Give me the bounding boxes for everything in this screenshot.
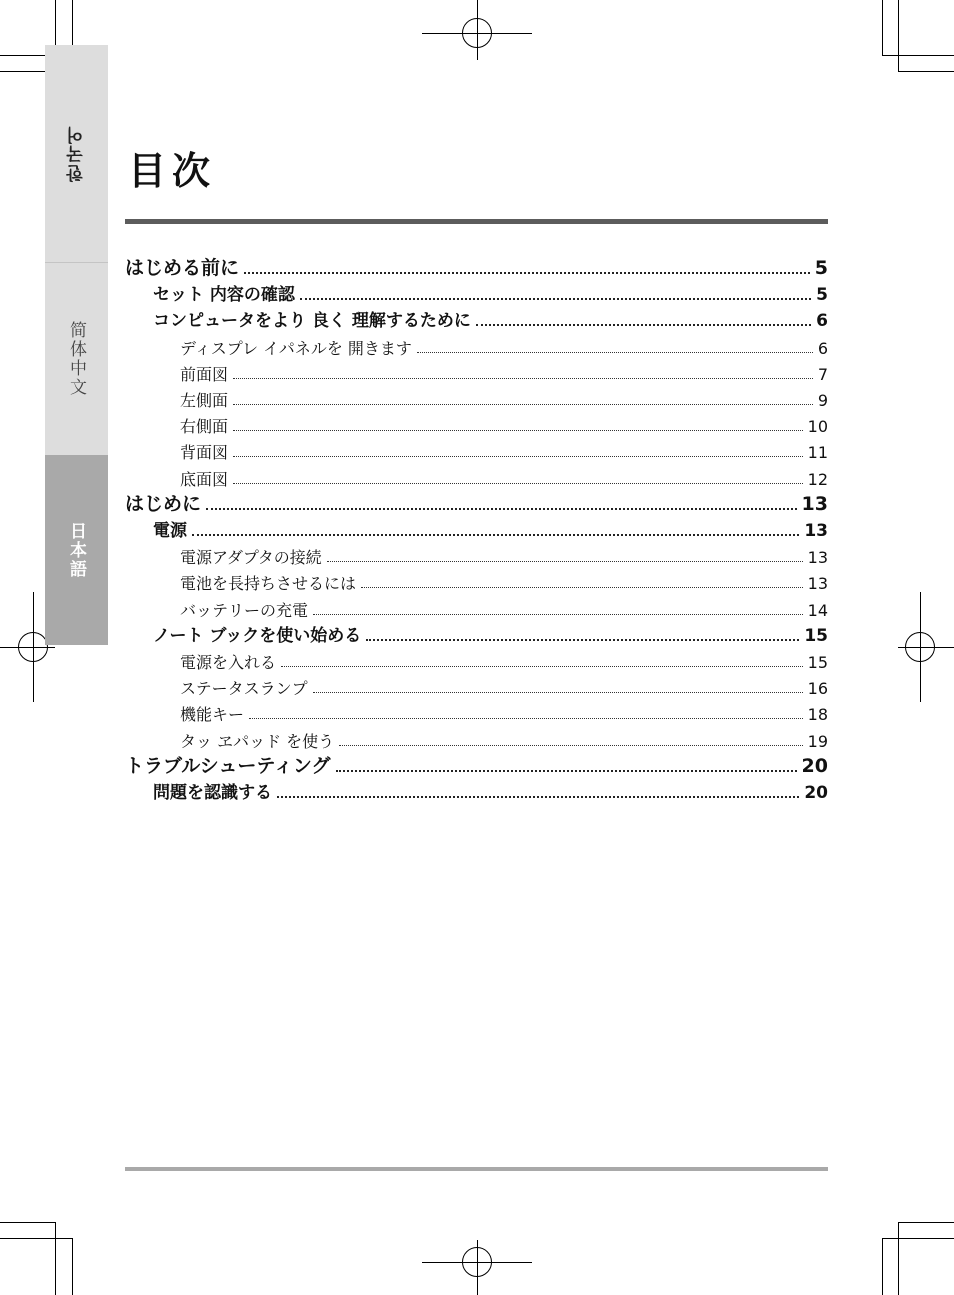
toc-leader	[327, 561, 803, 562]
toc-leader	[192, 534, 799, 536]
toc-entry[interactable]	[180, 542, 828, 566]
toc-page-number: 13	[807, 574, 828, 593]
toc-entry-label: コンピュータをより 良く 理解するために	[153, 311, 471, 331]
tab-japanese[interactable]	[45, 455, 108, 645]
toc-entry-label: 底面図	[180, 470, 229, 489]
toc-leader	[233, 378, 813, 379]
tab-korean-label: 한국어	[67, 125, 87, 182]
toc-page-number: 6	[817, 339, 828, 358]
toc-page-number: 13	[801, 493, 828, 515]
toc-entry[interactable]	[125, 254, 828, 278]
registration-circle	[462, 1247, 492, 1277]
crop-mark	[882, 55, 954, 56]
crop-mark	[882, 1238, 954, 1239]
toc-page-number: 20	[801, 755, 828, 777]
toc-leader	[339, 745, 802, 746]
registration-circle	[18, 632, 48, 662]
toc-entry[interactable]	[180, 333, 828, 357]
toc-leader	[244, 272, 810, 274]
toc-entry-label: トラブルシューティング	[125, 755, 331, 777]
toc-entry-label: 電源アダプタの接続	[180, 548, 322, 567]
toc-entry[interactable]	[153, 280, 828, 304]
toc-entry[interactable]	[180, 411, 828, 435]
toc-entry[interactable]	[153, 306, 828, 330]
toc-entry-label: 電源を入れる	[180, 653, 277, 672]
toc-entry-label: はじめに	[125, 493, 202, 515]
crop-mark	[0, 1238, 72, 1239]
crop-mark	[898, 71, 954, 72]
toc-entry-label: 問題を認識する	[153, 783, 272, 803]
toc-entry-label: セット 内容の確認	[153, 285, 295, 305]
toc-leader	[233, 483, 803, 484]
toc-entry[interactable]	[180, 437, 828, 461]
toc-leader	[277, 796, 799, 798]
toc-page-number: 19	[807, 732, 828, 751]
toc-entry-label: 機能キー	[180, 705, 245, 724]
toc-page-number: 20	[804, 783, 828, 803]
toc-page-number: 12	[807, 470, 828, 489]
toc-leader	[233, 404, 813, 405]
toc-page-number: 5	[816, 285, 828, 305]
footer-rule	[125, 1167, 828, 1171]
toc-entry[interactable]	[180, 647, 828, 671]
toc-entry[interactable]	[153, 778, 828, 802]
tab-japanese-label: 日本語	[66, 521, 86, 579]
tab-chinese[interactable]	[45, 263, 108, 455]
toc-entry-label: 前面図	[180, 365, 229, 384]
toc-page-number: 7	[817, 365, 828, 384]
toc-leader	[361, 587, 803, 588]
crop-mark	[882, 1238, 883, 1295]
toc-page-number: 15	[804, 626, 828, 646]
toc-leader	[366, 639, 799, 641]
toc-page-number: 13	[804, 521, 828, 541]
toc-leader	[300, 298, 811, 300]
toc-leader	[476, 324, 811, 326]
toc-entry-label: ノート ブックを使い始める	[153, 626, 362, 646]
crop-mark	[882, 0, 883, 56]
toc-entry-label: タッ ヱパッド を使う	[180, 732, 335, 751]
toc-entry[interactable]	[180, 673, 828, 697]
toc-leader	[417, 352, 813, 353]
toc-entry[interactable]	[125, 752, 828, 776]
toc-entry[interactable]	[180, 726, 828, 750]
toc-page-number: 13	[807, 548, 828, 567]
toc-entry[interactable]	[180, 568, 828, 592]
toc-leader	[233, 456, 803, 457]
toc-entry[interactable]	[180, 699, 828, 723]
toc-entry[interactable]	[180, 359, 828, 383]
toc-leader	[206, 508, 797, 510]
toc-entry-label: 背面図	[180, 443, 229, 462]
toc-entry-label: ステータスランプ	[180, 679, 308, 698]
registration-circle	[462, 18, 492, 48]
toc-leader	[313, 692, 803, 693]
crop-mark	[0, 1222, 55, 1223]
toc-page-number: 6	[816, 311, 828, 331]
toc-page-number: 15	[807, 653, 828, 672]
toc-page-number: 9	[817, 391, 828, 410]
registration-circle	[905, 632, 935, 662]
title-rule	[125, 219, 828, 224]
toc-entry-label: バッテリーの充電	[180, 601, 309, 620]
toc-entry[interactable]	[153, 516, 828, 540]
toc-page-number: 16	[807, 679, 828, 698]
toc-leader	[336, 770, 797, 772]
toc-leader	[249, 718, 803, 719]
toc-leader	[281, 666, 803, 667]
toc-page-number: 10	[807, 417, 828, 436]
toc-entry[interactable]	[180, 595, 828, 619]
tab-korean[interactable]	[45, 45, 108, 263]
page-title: 目次	[128, 149, 217, 193]
toc-entry-label: 電池を長持ちさせるには	[180, 574, 357, 593]
toc-leader	[233, 430, 803, 431]
crop-mark	[72, 1238, 73, 1295]
toc-entry-label: はじめる前に	[125, 257, 240, 279]
crop-mark	[898, 0, 899, 72]
toc-entry-label: 電源	[153, 521, 187, 541]
toc-leader	[313, 614, 803, 615]
crop-mark	[898, 1222, 954, 1223]
tab-chinese-label: 简体中文	[66, 321, 86, 397]
crop-mark	[898, 1222, 899, 1295]
toc-page-number: 5	[814, 257, 828, 279]
toc-page-number: 11	[807, 443, 828, 462]
toc-entry[interactable]	[180, 385, 828, 409]
toc-entry[interactable]	[180, 464, 828, 488]
toc-page-number: 14	[807, 601, 828, 620]
crop-mark	[55, 1222, 56, 1295]
toc-entry[interactable]	[153, 621, 828, 645]
toc-entry[interactable]	[125, 490, 828, 514]
toc-entry-label: 右側面	[180, 417, 229, 436]
toc-page-number: 18	[807, 705, 828, 724]
toc-entry-label: 左側面	[180, 391, 229, 410]
toc-entry-label: ディスプレ イパネルを 開きます	[180, 339, 412, 358]
